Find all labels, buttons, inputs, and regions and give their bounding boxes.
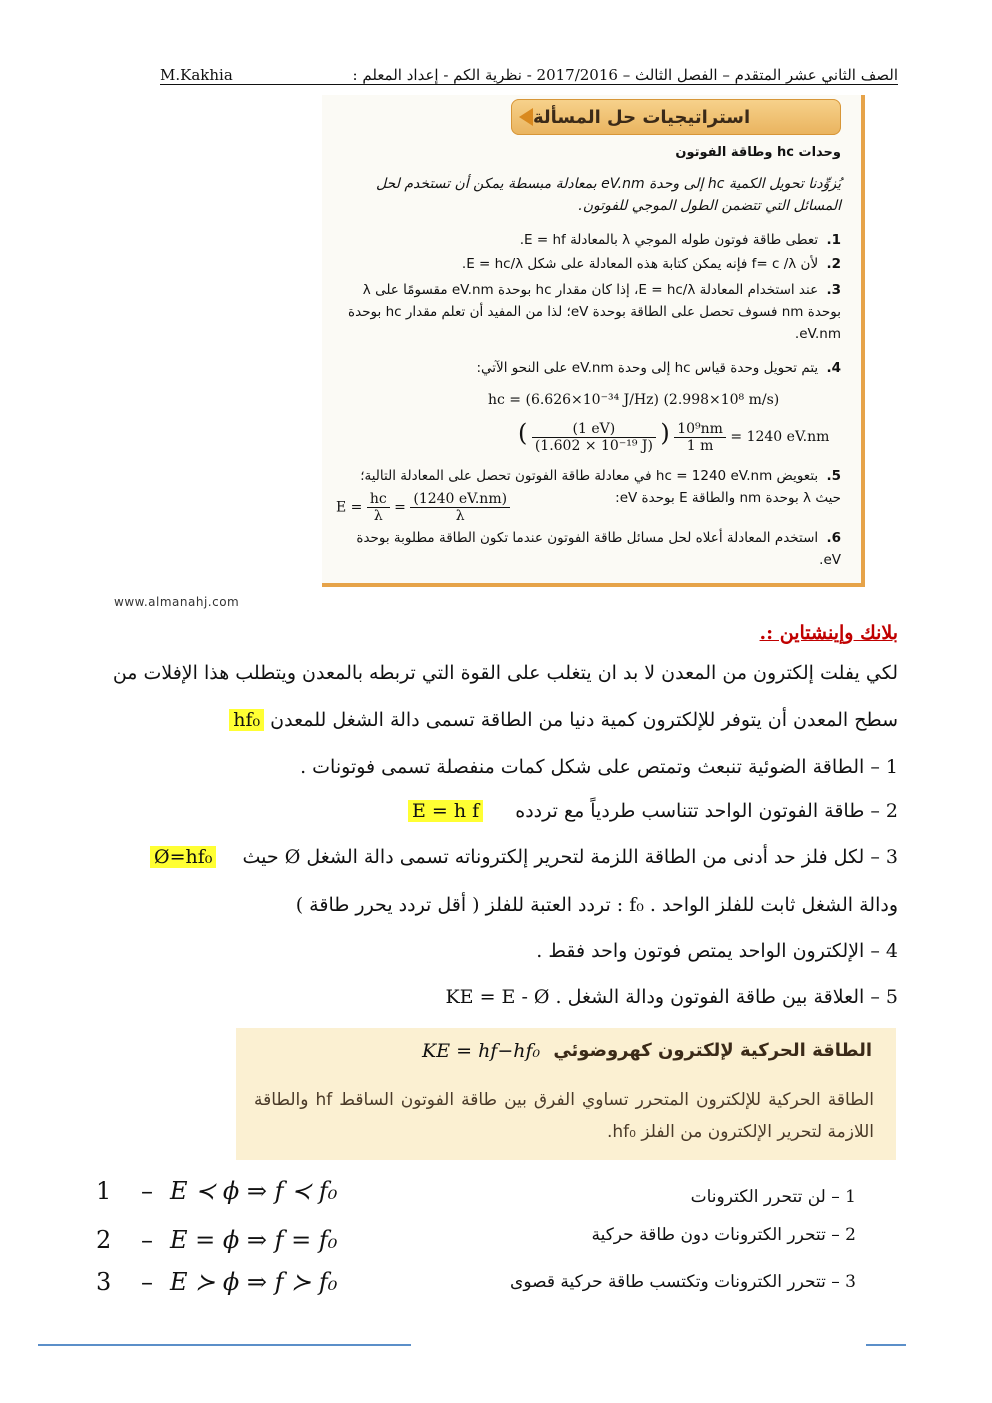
author-name: M.Kakhia bbox=[160, 66, 233, 84]
list-item: 4 – الإلكترون الواحد يمتص فوتون واحد فقط . bbox=[536, 940, 898, 962]
paragraph-line: لكي يفلت إلكترون من المعدن لا بد ان يتغلب على القوة التي تربطه بالمعدن ويتطلب هذا الإفلات من bbox=[112, 662, 898, 684]
footer-divider bbox=[866, 1344, 906, 1346]
ke-formula: KE = hf−hf₀ bbox=[422, 1040, 541, 1062]
condition-math: 1 – E ≺ ϕ ⇒ f ≺ f₀ bbox=[96, 1177, 338, 1205]
highlight-phi: Ø=hf₀ bbox=[150, 846, 216, 868]
strategy-subtitle: وحدات hc وطاقة الفوتون bbox=[675, 145, 841, 160]
equation-conversion: ( $\frac{(1 eV)}{\text{(1.602 × 10⁻¹⁹ J)}}$ ) $\frac{\text{10⁹nm}}{1 m}$ = 1240 eV.nm bbox=[518, 419, 830, 454]
list-item-continuation: ودالة الشغل ثابت للفلز الواحد . f₀ : تردد العتبة للفلز ( أقل تردد يحرر طاقة ) bbox=[295, 894, 898, 916]
condition-text: 1 – لن تتحرر الكترونات bbox=[690, 1187, 856, 1207]
list-item: 2 – طاقة الفوتون الواحد تتناسب طردياً مع تردده E = h f bbox=[408, 800, 898, 822]
paragraph-line: سطح المعدن أن يتوفر للإلكترون كمية دنيا من الطاقة تسمى دالة الشغل للمعدن hf₀ bbox=[229, 709, 898, 731]
condition-text: 2 – تتحرر الكترونات دون طاقة حركية bbox=[591, 1225, 856, 1245]
highlight-work-function: hf₀ bbox=[229, 709, 264, 731]
strategy-item: 1. تعطى طاقة فوتون طوله الموجي λ بالمعادلة E = hf. bbox=[519, 232, 841, 248]
list-item: 5 – العلاقة بين طاقة الفوتون ودالة الشغل . KE = E - Ø bbox=[445, 986, 898, 1008]
condition-text: 3 – تتحرر الكترونات وتكتسب طاقة حركية قصوى bbox=[510, 1272, 856, 1292]
strategy-title: استراتيجيات حل المسألة bbox=[533, 106, 751, 128]
strategy-item: 6. استخدم المعادلة أعلاه لحل مسائل طاقة الفوتون عندما تكون الطاقة مطلوبة بوحدة eV. bbox=[356, 530, 841, 568]
condition-math: 3 – E ≻ ϕ ⇒ f ≻ f₀ bbox=[96, 1268, 338, 1296]
footer-divider bbox=[38, 1344, 411, 1346]
ke-title: الطاقة الحركية لإلكترون كهروضوئي bbox=[553, 1040, 872, 1061]
strategy-title-banner bbox=[511, 99, 841, 135]
strategy-item: 4. يتم تحويل وحدة قياس hc إلى وحدة eV.nm على النحو الآتي: bbox=[476, 360, 841, 376]
site-link[interactable]: www.almanahj.com bbox=[114, 595, 240, 609]
section-title: بلانك وإينشتاين :. bbox=[759, 622, 898, 644]
condition-math: 2 – E = ϕ ⇒ f = f₀ bbox=[96, 1226, 338, 1254]
arrow-left-icon bbox=[519, 108, 533, 126]
page-header bbox=[160, 62, 898, 85]
kinetic-energy-box bbox=[236, 1028, 896, 1160]
strategy-item: 2. لأن f= c /λ فإنه يمكن كتابة هذه المعادلة على شكل E = hc/λ. bbox=[461, 256, 841, 272]
list-item: 1 – الطاقة الضوئية تنبعث وتمتص على شكل كمات منفصلة تسمى فوتونات . bbox=[300, 756, 898, 778]
equation-energy: E = $\frac{hc}{\lambda}$ = $\frac{(1240 eV.nm)}{\lambda}$ bbox=[336, 491, 510, 524]
strategy-item: 3. عند استخدام المعادلة E = hc/λ، إذا كان مقدار hc بوحدة eV.nm مقسومًا على λ بوحدة nm فسوف تحصل على الطاقة بوحدة eV؛ لذا من المفيد أن تعلم مقدار hc بوحدة eV.nm. bbox=[348, 282, 841, 342]
strategy-intro: يُزوِّدنا تحويل الكمية hc إلى وحدة eV.nm بمعادلة مبسطة يمكن أن تستخدم لحل المسائل التي تتضمن الطول الموجي للفوتون. bbox=[376, 176, 841, 214]
strategy-box bbox=[322, 95, 865, 587]
list-item: 3 – لكل فلز حد أدنى من الطاقة اللزمة لتحرير إلكتروناته تسمى دالة الشغل Ø حيث Ø=hf₀ bbox=[150, 846, 898, 868]
header-title: الصف الثاني عشر المتقدم – الفصل الثالث – 2017/2016 - نظرية الكم - إعداد المعلم : bbox=[352, 66, 898, 84]
highlight-photon-energy: E = h f bbox=[408, 800, 483, 822]
strategy-item: 5. بتعويض hc = 1240 eV.nm في معادلة طاقة الفوتون تحصل على المعادلة التالية؛ حيث λ بوحدة nm والطاقة E بوحدة eV: bbox=[360, 468, 841, 506]
ke-text: الطاقة الحركية للإلكترون المتحرر تساوي الفرق بين طاقة الفوتون الساقط hf والطاقة اللازمة لتحرير الإلكترون من الفلز hf₀. bbox=[254, 1090, 874, 1142]
equation-hc: hc = (6.626×10⁻³⁴ J/Hz) (2.998×10⁸ m/s) bbox=[488, 392, 780, 408]
